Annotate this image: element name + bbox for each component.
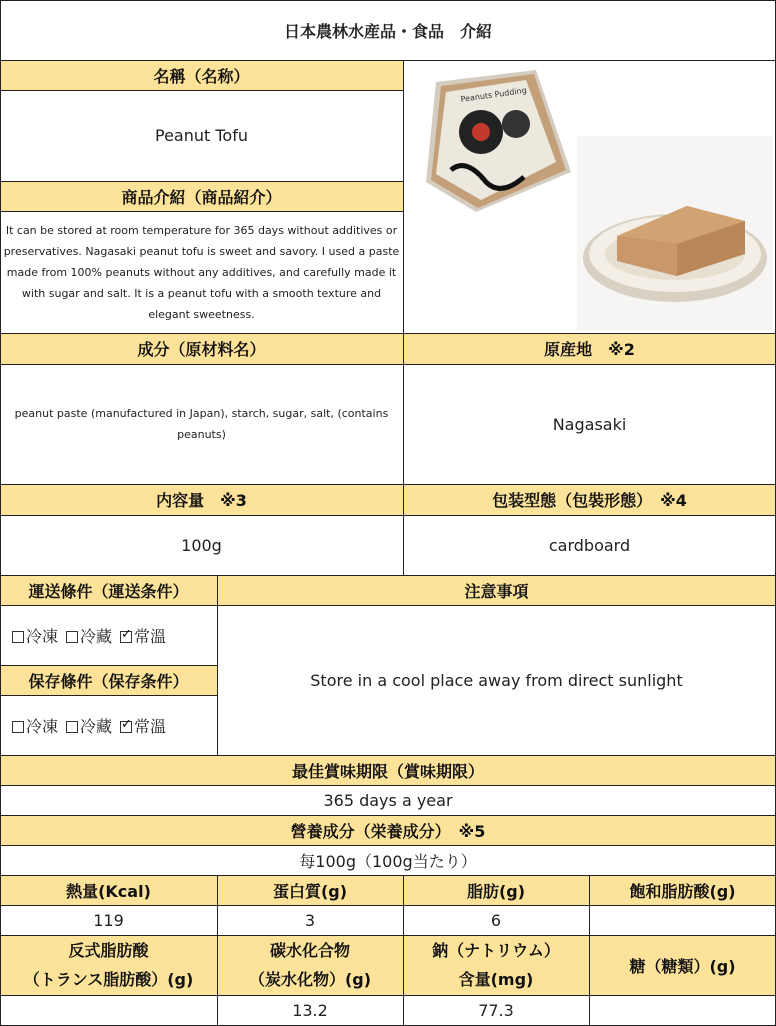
saturated-fat-value [589,905,776,935]
grid-line [0,575,776,576]
grid-line [0,211,403,212]
transport-ambient-option[interactable]: ✓ 常溫 [120,624,166,647]
sodium-header-line1: 鈉（ナトリウム） [432,941,560,960]
sugar-value [589,995,776,1025]
grid-line [0,0,776,1]
packaging-value: cardboard [548,535,631,555]
grid-line [0,935,776,936]
storage-header: 保存條件（保存条件） [0,665,217,695]
grid-line [0,785,776,786]
energy-header: 熱量(Kcal) [0,875,217,905]
trans-fat-header-line2: （トランス脂肪酸）(g) [23,970,194,989]
grid-line [403,60,404,575]
grid-line [0,60,776,61]
nutrition-header: 營養成分（栄養成分） ※5 [0,815,776,845]
storage-options [0,695,217,755]
carbs-header-line2: （炭水化物）(g) [248,970,372,989]
ingredients-value: peanut paste (manufactured in Japan), starch, sugar, salt, (contains peanuts) [14,407,389,441]
grid-line [403,875,404,1026]
checkbox-checked-icon[interactable] [120,721,132,733]
package-label: Peanuts Pudding [460,85,528,104]
package-image [406,62,574,238]
ingredients-header: 成分（原材料名） [0,333,403,364]
content-value: 100g [181,535,222,555]
protein-value: 3 [304,910,316,930]
grid-line [0,364,776,365]
checkbox-icon[interactable] [12,631,24,643]
grid-line [0,695,217,696]
storage-ambient-option[interactable]: ✓ 常溫 [120,714,166,737]
transport-header: 運送條件（運送条件） [0,575,217,605]
trans-fat-header-line1: 反式脂肪酸 [68,941,149,960]
description-header: 商品介紹（商品紹介） [0,181,403,211]
trans-fat-header [0,935,217,995]
grid-line [0,333,776,334]
name-header: 名稱（名称） [0,60,403,90]
page-title: 日本農林水産品・食品 介紹 [283,21,492,41]
dish-image [577,136,773,330]
carbs-value: 13.2 [292,1000,328,1020]
dish-photo [577,136,773,330]
grid-line [0,0,1,1026]
carbs-header [217,935,403,995]
grid-line [0,181,403,182]
grid-line [589,875,590,1026]
carbs-header-line1: 碳水化合物 [269,941,350,960]
sodium-header [403,935,589,995]
caution-value: Store in a cool place away from direct sunlight [310,670,683,690]
trans-fat-value [0,995,217,1025]
checkbox-icon[interactable] [66,721,78,733]
transport-frozen-option[interactable]: 冷凍 [12,624,58,647]
fat-value: 6 [490,910,502,930]
content-header: 内容量 ※3 [0,484,403,515]
sodium-header-line2: 含量(mg) [458,970,534,989]
fat-header: 脂肪(g) [403,875,589,905]
caution-header: 注意事項 [217,575,776,605]
checkbox-icon[interactable] [12,721,24,733]
grid-line [0,605,776,606]
grid-line [0,665,217,666]
checkbox-icon[interactable] [66,631,78,643]
grid-line [217,575,218,755]
package-photo [406,62,574,238]
description-text: It can be stored at room temperature for 365 days without additives or preservatives. Nagasaki peanut tofu is sweet and savory. I used a paste made from 100% peanuts without any additives, and carefully made it with sugar and salt. It is a peanut tofu with a smooth texture and elegant sweetness. [3,223,400,321]
best-before-header: 最佳賞味期限（賞味期限） [0,755,776,785]
grid-line [0,515,776,516]
sodium-value: 77.3 [478,1000,514,1020]
grid-line [0,995,776,996]
transport-chilled-option[interactable]: 冷藏 [66,624,112,647]
best-before-value: 365 days a year [323,790,453,810]
grid-line [0,845,776,846]
transport-options [0,605,217,665]
storage-frozen-option[interactable]: 冷凍 [12,714,58,737]
grid-line [0,484,776,485]
grid-line [217,875,218,1026]
checkbox-checked-icon[interactable] [120,631,132,643]
storage-chilled-option[interactable]: 冷藏 [66,714,112,737]
nutrition-per: 每100g（100g当たり） [299,851,477,871]
grid-line [0,815,776,816]
grid-line [0,90,403,91]
grid-line [0,755,776,756]
packaging-header: 包装型態（包裝形態） ※4 [403,484,776,515]
origin-value: Nagasaki [552,414,627,434]
grid-line [0,875,776,876]
name-value: Peanut Tofu [155,126,248,145]
protein-header: 蛋白質(g) [217,875,403,905]
grid-line [0,905,776,906]
sugar-header: 糖（糖類）(g) [589,935,776,995]
energy-value: 119 [93,910,124,930]
saturated-fat-header: 飽和脂肪酸(g) [589,875,776,905]
origin-header: 原産地 ※2 [403,333,776,364]
